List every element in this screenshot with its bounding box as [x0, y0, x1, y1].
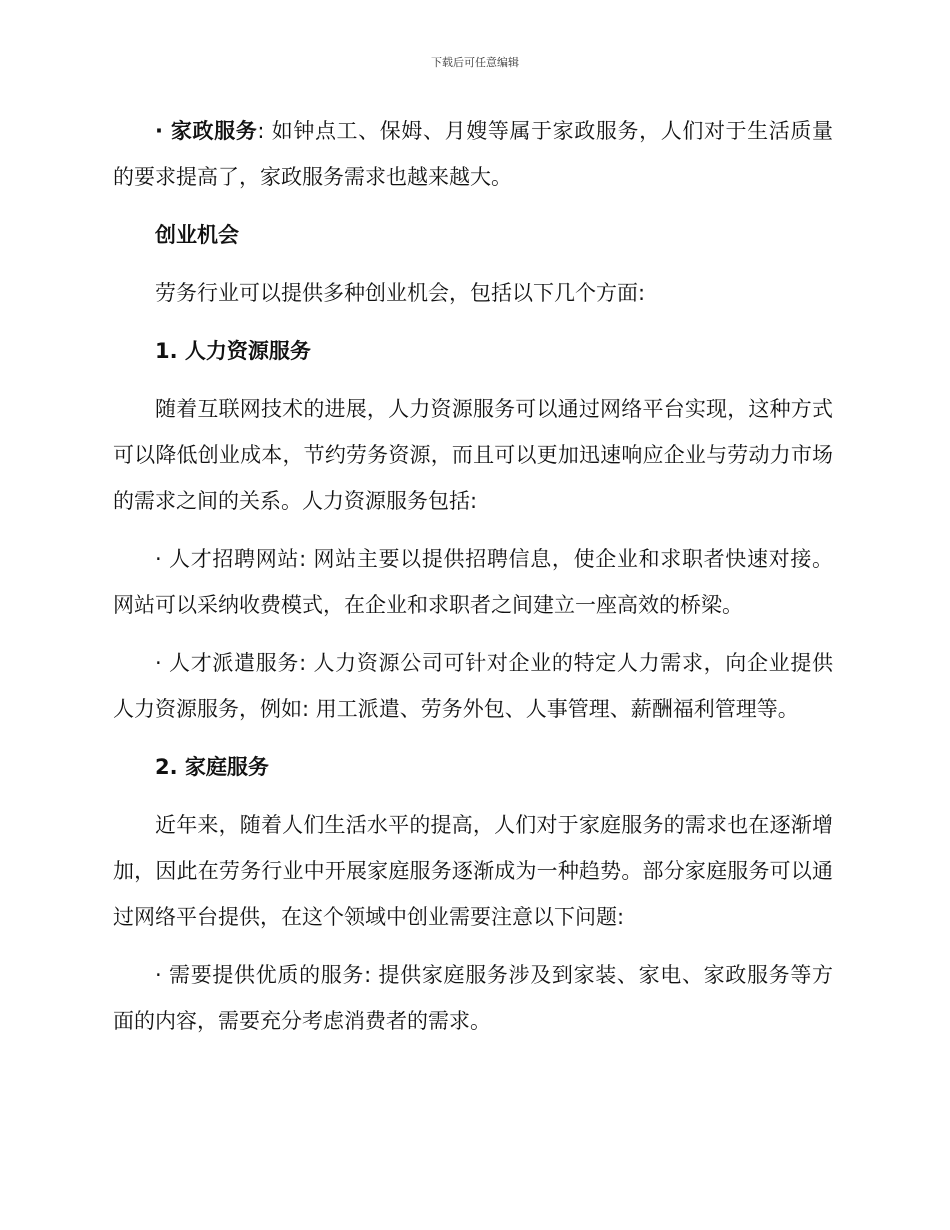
document-body	[113, 108, 833, 1056]
heading-opportunities: 创业机会	[155, 223, 239, 247]
paragraph-home: 近年来，随着人们生活水平的提高，人们对于家庭服务的需求也在逐渐增加，因此在劳务行业中开展家庭服务逐渐成为一种趋势。部分家庭服务可以通过网络平台提供，在这个领域中创业需要注意以下问题:	[113, 813, 833, 929]
heading-home-services: 2. 家庭服务	[155, 755, 269, 779]
bullet-quality-service: · 需要提供优质的服务: 提供家庭服务涉及到家装、家电、家政服务等方面的内容，需要充分考虑消费者的需求。	[113, 963, 833, 1033]
bullet-recruitment-site: · 人才招聘网站: 网站主要以提供招聘信息，使企业和求职者快速对接。网站可以采纳收费模式，在企业和求职者之间建立一座高效的桥梁。	[113, 547, 833, 617]
bullet-dispatch-service: · 人才派遣服务: 人力资源公司可针对企业的特定人力需求，向企业提供人力资源服务，例如: 用工派遣、劳务外包、人事管理、薪酬福利管理等。	[113, 651, 833, 721]
heading-hr-services: 1. 人力资源服务	[155, 339, 311, 363]
page-header: 下载后可任意编辑	[431, 56, 519, 69]
paragraph-hr: 随着互联网技术的进展，人力资源服务可以通过网络平台实现，这种方式可以降低创业成本，节约劳务资源，而且可以更加迅速响应企业与劳动力市场的需求之间的关系。人力资源服务包括:	[113, 397, 833, 513]
paragraph-intro: 劳务行业可以提供多种创业机会，包括以下几个方面:	[155, 281, 646, 305]
paragraph-housekeeping	[113, 108, 833, 200]
bullet-term-housekeeping: · 家政服务	[155, 119, 258, 143]
bullet-text-housekeeping: : 如钟点工、保姆、月嫂等属于家政服务，人们对于生活质量的要求提高了，家政服务需求也越来越大。	[113, 119, 834, 189]
